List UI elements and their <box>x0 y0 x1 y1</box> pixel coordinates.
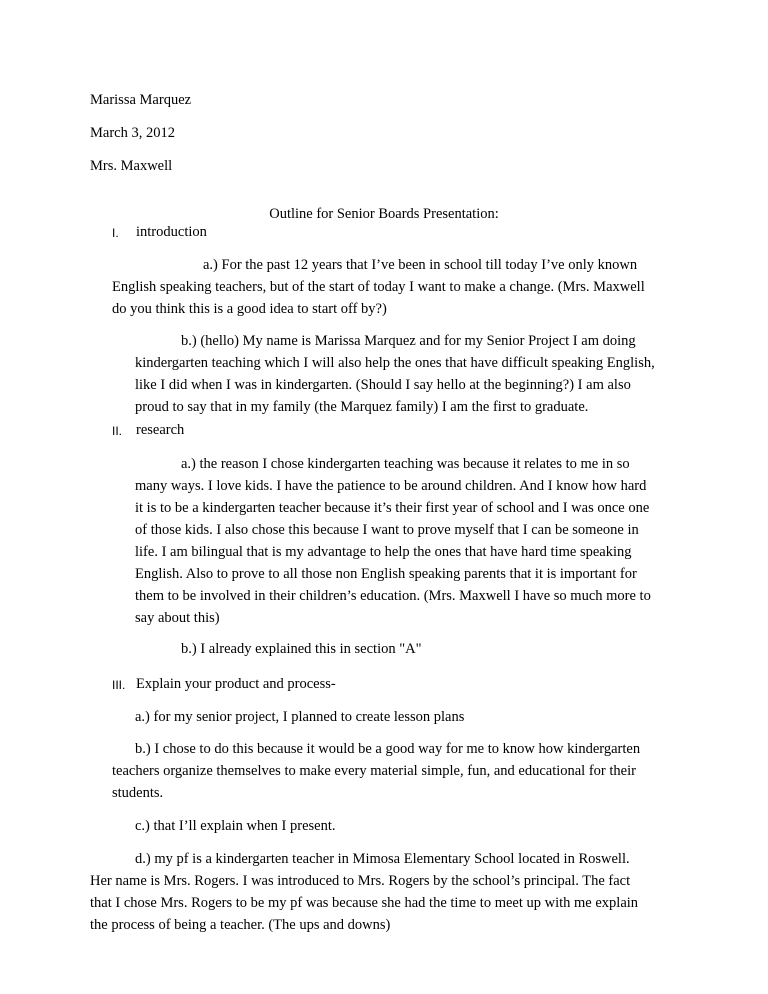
text-line: them to be involved in their children’s education. (Mrs. Maxwell I have so much more to <box>135 588 651 604</box>
text-line: d.) my pf is a kindergarten teacher in Mimosa Elementary School located in Roswell. <box>135 851 630 867</box>
text-line: life. I am bilingual that is my advantage to help the ones that have hard time speaking <box>135 544 632 560</box>
text-line: like I did when I was in kindergarten. (Should I say hello at the beginning?) I am also <box>135 377 631 393</box>
text-line: English speaking teachers, but of the start of today I want to make a change. (Mrs. Maxwell <box>112 279 645 295</box>
document-date: March 3, 2012 <box>90 125 175 141</box>
text-line: b.) I already explained this in section "A" <box>181 641 422 657</box>
text-line: a.) for my senior project, I planned to create lesson plans <box>135 709 465 725</box>
section-numeral: I. <box>112 226 119 240</box>
text-line: a.) For the past 12 years that I’ve been in school till today I’ve only known <box>203 257 638 273</box>
text-line: Her name is Mrs. Rogers. I was introduced to Mrs. Rogers by the school’s principal. The fact <box>90 873 631 889</box>
text-line: say about this) <box>135 610 220 626</box>
text-line: c.) that I’ll explain when I present. <box>135 818 336 834</box>
text-line: proud to say that in my family (the Marquez family) I am the first to graduate. <box>135 399 589 415</box>
text-line: many ways. I love kids. I have the patience to be around children. And I know how hard <box>135 478 647 494</box>
text-line: a.) the reason I chose kindergarten teaching was because it relates to me in so <box>181 456 630 472</box>
text-line: English. Also to prove to all those non English speaking parents that it is important for <box>135 566 637 582</box>
section-heading: introduction <box>136 224 207 240</box>
text-line: of those kids. I also chose this because I want to prove myself that I can be someone in <box>135 522 639 538</box>
section-heading: Explain your product and process- <box>136 676 336 692</box>
section-numeral: III. <box>112 678 126 692</box>
page-title: Outline for Senior Boards Presentation: <box>269 205 499 222</box>
teacher-name: Mrs. Maxwell <box>90 158 173 174</box>
section-numeral: II. <box>112 424 123 438</box>
text-line: do you think this is a good idea to start off by?) <box>112 301 387 317</box>
text-line: b.) (hello) My name is Marissa Marquez and for my Senior Project I am doing <box>181 333 636 349</box>
text-line: students. <box>112 785 164 801</box>
text-line: teachers organize themselves to make every material simple, fun, and educational for their <box>112 763 636 779</box>
text-line: that I chose Mrs. Rogers to be my pf was because she had the time to meet up with me explain <box>90 895 639 911</box>
text-line: the process of being a teacher. (The ups and downs) <box>90 917 391 933</box>
text-line: kindergarten teaching which I will also help the ones that have difficult speaking English, <box>135 355 655 371</box>
text-line: it is to be a kindergarten teacher because it’s their first year of school and I was once one <box>135 500 650 516</box>
section-heading: research <box>136 422 185 438</box>
author-name: Marissa Marquez <box>90 92 192 108</box>
text-line: b.) I chose to do this because it would be a good way for me to know how kindergarten <box>135 741 641 757</box>
